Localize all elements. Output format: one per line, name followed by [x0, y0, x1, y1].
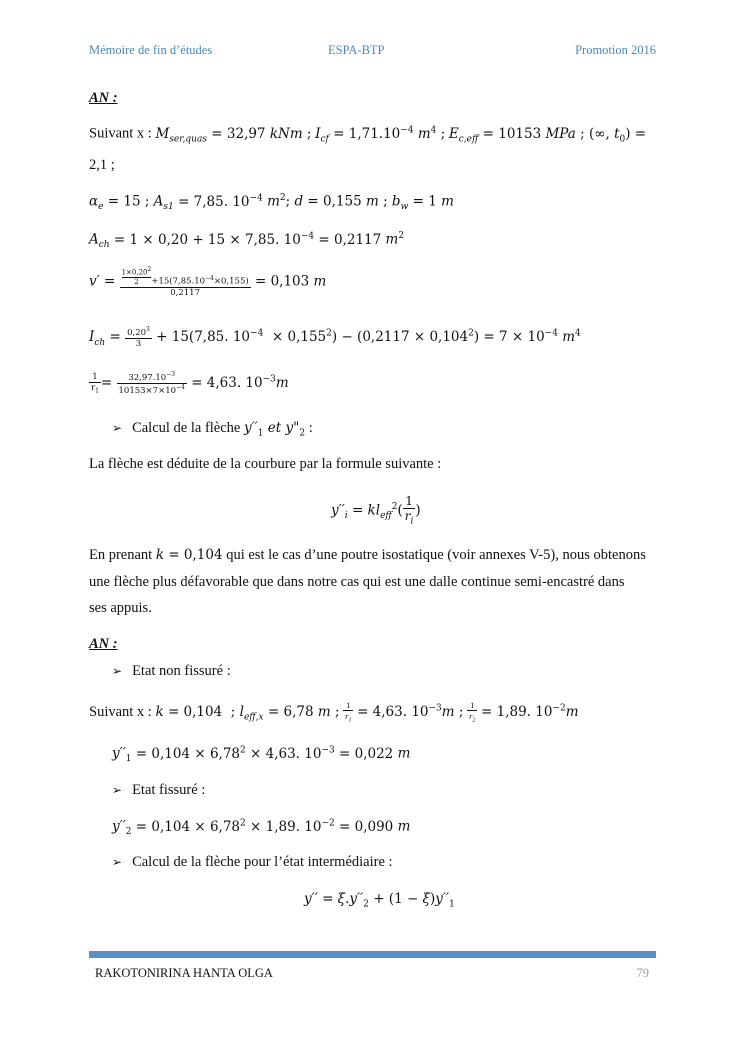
bullet-non-fissure-text: Etat non fissuré : — [132, 663, 231, 679]
y1-line: $y''_1 = 0,104 \times 6,78^2 \times 4,63$. $10^{-3} = 0,022$ m — [112, 745, 411, 765]
y2-line: $y''_2 = 0,104 \times 6,78^2 \times 1,89$. $10^{-2} = 0,090$ m — [112, 818, 411, 838]
footer-author: RAKOTONIRINA HANTA OLGA — [95, 966, 273, 980]
final-formula: $y'' = \xi.y''_2 + (1 - \xi)y''_1$ — [304, 891, 455, 910]
an-heading-1: AN : — [89, 90, 118, 106]
e-c-eff: $E_{c,eff} = 10153$ MPa ; (∞, $t_0$) = — [448, 125, 647, 145]
an-heading-2: AN : — [89, 636, 118, 652]
inv-r1-fraction: $\frac{1}{r_1}$ — [91, 371, 99, 395]
footer-bar — [89, 951, 656, 958]
bullet-intermediaire — [112, 854, 393, 871]
formula-main: $y''_i = kl_{eff}^2$( $\frac{1}{r_i}$ ) — [331, 494, 421, 527]
suivant-x-label-2: Suivant x : — [89, 703, 152, 720]
bullet-intermediaire-text: Calcul de la flèche pour l’état intermédiaire : — [132, 854, 393, 870]
v-prime-line: v′ = $\frac{1\times 0,20^2}{2}$ $+15(7,85.10^{-4}\times 0,155)$ 0,2117 = 0,103 m — [89, 266, 327, 298]
suivant-x-label-1: Suivant x : — [89, 125, 152, 142]
paragraph-line-3: ses appuis. — [89, 600, 152, 616]
paragraph-line-1: En prenant k = 0,104 qui est le cas d’une poutre isostatique (voir annexes V-5), nous obtenons — [89, 547, 646, 563]
formula-fraction: $\frac{1}{r_i}$ — [404, 494, 414, 527]
v-prime-fraction: $\frac{1\times 0,20^2}{2}$ $+15(7,85.10^{-4}\times 0,155)$ 0,2117 — [121, 266, 249, 298]
bullet-calcul-suffix: : — [308, 420, 313, 436]
bullet-fissure — [112, 782, 205, 799]
bullet-calcul: ➢ Calcul de la flèche $y''_1$ et $y"_2$ : — [112, 420, 313, 439]
bullet-fissure-text: Etat fissuré : — [132, 782, 206, 798]
suivant-x-line-2: Suivant x : k = 0,104 ; $l_{eff,x} = 6,78$ m ; $\frac{1}{r_1}$ = 4,63. $10^{-3}m$ ; $\frac{1}{r_2}$ = 1,89. $10^{-2}m$ — [89, 700, 579, 724]
paragraph-line-2: une flèche plus défavorable que dans notre cas qui est une dalle continue semi-encastré dans — [89, 574, 625, 590]
header-center: ESPA-BTP — [328, 43, 385, 57]
arrow-bullet-icon: ➢ — [112, 664, 123, 678]
alpha-line: $\alpha_e = 15$ ; $A_{s1} = 7,85$. $10^{-4}$ $m^2$; d = 0,155 m ; $b_w = 1$ m — [89, 193, 454, 213]
bullet-non-fissure — [112, 663, 231, 680]
phi-value: 2,1 ; — [89, 157, 115, 173]
paragraph-1b: qui est le cas d’une poutre isostatique (voir annexes V-5), nous obtenons — [226, 547, 646, 563]
inv-r1-line: $\frac{1}{r_1}$ = $\frac{32,97.10^{-3}}{10153\times 7\times 10^{-4}}$ = 4,63. $10^{-3}m$ — [91, 371, 289, 396]
page-number: 79 — [636, 966, 649, 980]
arrow-bullet-icon: ➢ — [112, 855, 123, 869]
header-right: Promotion 2016 — [575, 43, 656, 57]
arrow-bullet-icon: ➢ — [112, 421, 123, 435]
header-left: Mémoire de fin d’études — [89, 43, 213, 57]
frac-r2: $\frac{1}{r_2}$ — [469, 700, 476, 724]
ach-line: $A_{ch} = 1 \times 0,20 + 15 \times 7,85$. $10^{-4} = 0,2117$ $m^2$ — [89, 231, 405, 251]
arrow-bullet-icon: ➢ — [112, 783, 123, 797]
m-ser-quas: $M_{ser,quas} = 32,97$ kNm ; — [155, 125, 312, 145]
bullet-calcul-text: Calcul de la flèche — [132, 420, 241, 436]
ich-fraction: $\frac{0,20^3}{3}$ — [127, 326, 150, 350]
ich-line: $I_{ch}$ = $\frac{0,20^3}{3}$ + 15(7,85. $10^{-4} \times 0,155^2) - (0,2117 \times 0,104^2) = 7 \times 10^{-4}$ $m^4$ — [89, 326, 581, 350]
intro-sentence: La flèche est déduite de la courbure par la formule suivante : — [89, 456, 442, 472]
i-cf: $I_{cf} = 1,71.10^{-4}$ $m^4$ ; — [315, 125, 446, 145]
suivant-x-line-1 — [89, 125, 646, 144]
paragraph-1a: En prenant — [89, 547, 153, 563]
frac-r1: $\frac{1}{r_1}$ — [345, 700, 352, 724]
inv-r1-value-fraction: $\frac{32,97.10^{-3}}{10153\times 7\times 10^{-4}}$ — [118, 371, 185, 396]
